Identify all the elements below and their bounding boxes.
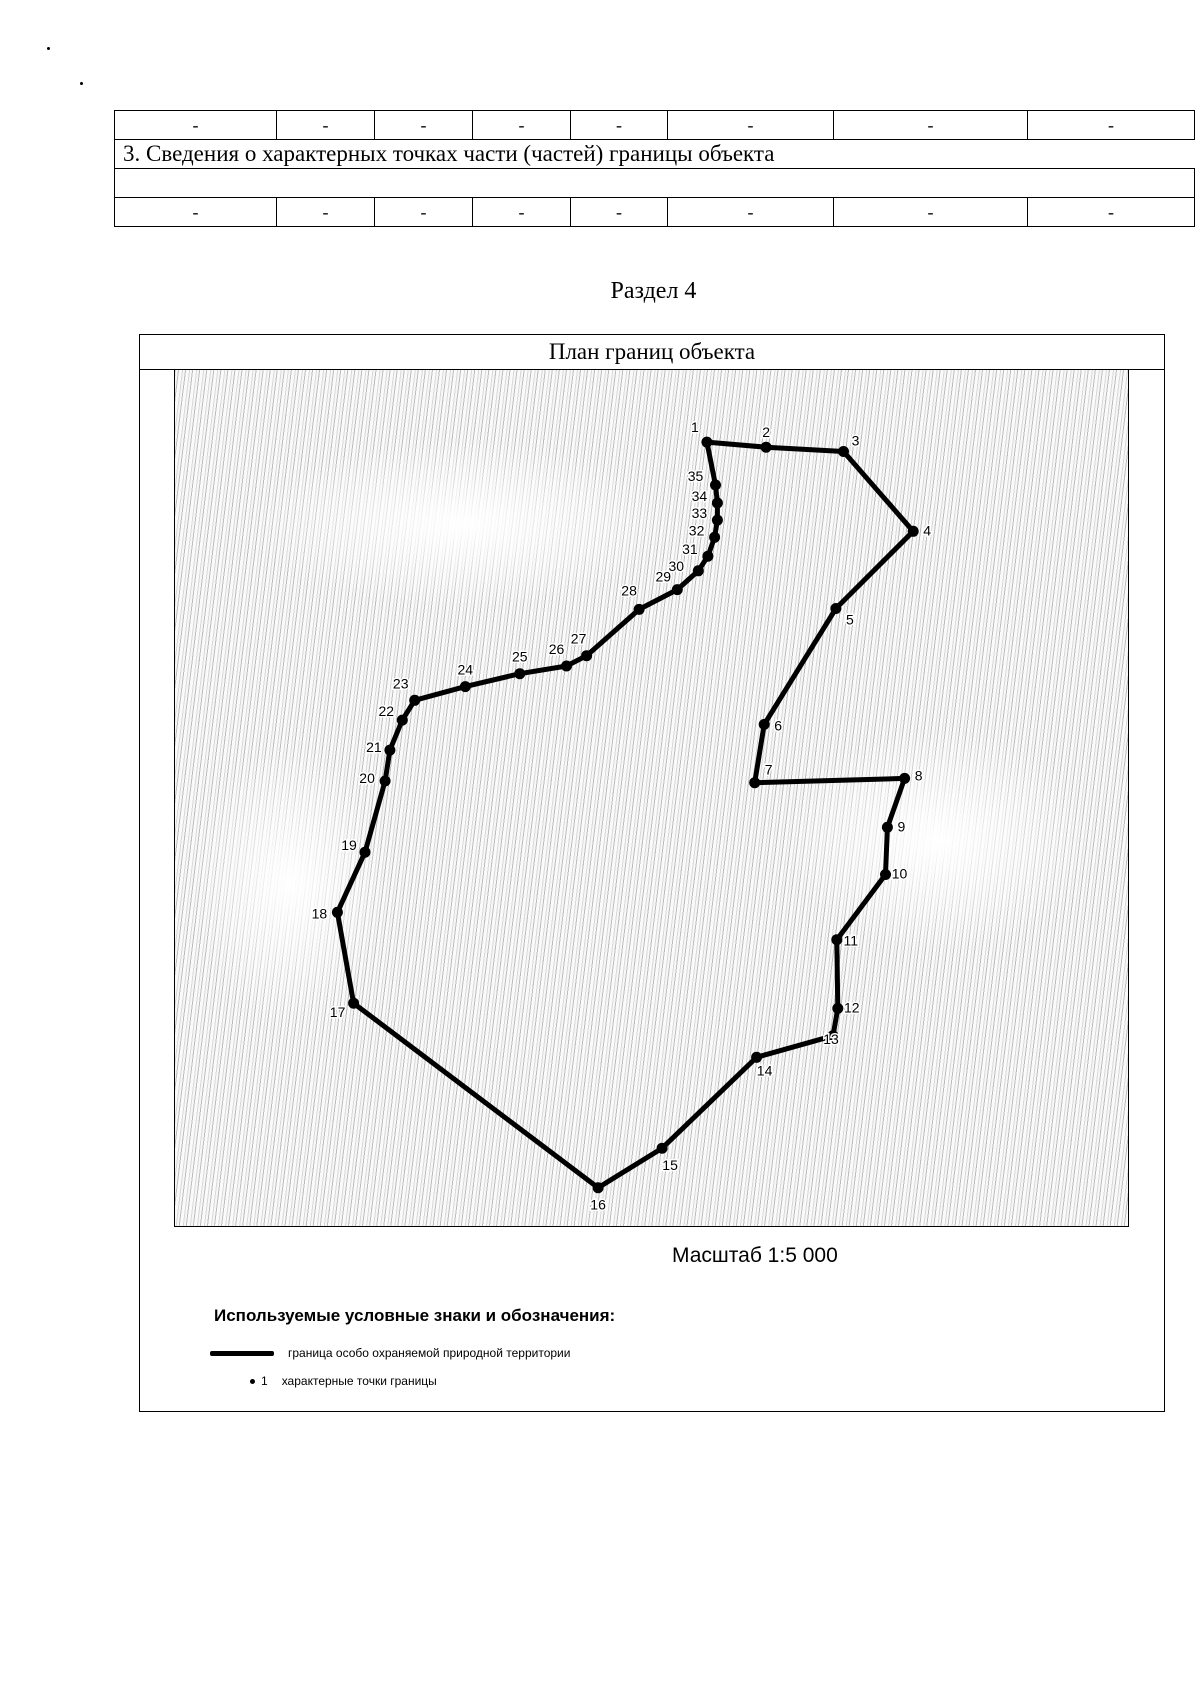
boundary-point-label-21: 21	[366, 739, 382, 756]
boundary-point-label-20: 20	[359, 770, 375, 786]
table-cell: -	[473, 198, 571, 227]
legend-boundary-row	[210, 1346, 570, 1360]
boundary-point-1	[701, 437, 712, 448]
table-cell: -	[1028, 111, 1195, 140]
coordinates-table	[114, 110, 1195, 227]
boundary-point-label-26: 26	[548, 641, 565, 657]
boundary-point-7	[749, 777, 760, 788]
table-row	[115, 198, 1195, 227]
boundary-point-label-17: 17	[329, 1004, 346, 1021]
boundary-point-label-11: 11	[843, 932, 859, 949]
boundary-point-24	[460, 681, 471, 692]
table-cell: -	[115, 111, 277, 140]
table-cell: -	[115, 198, 277, 227]
boundary-point-11	[831, 934, 842, 945]
boundary-point-label-13: 13	[823, 1030, 839, 1047]
boundary-point-21	[384, 745, 395, 756]
boundary-map-svg	[175, 370, 1129, 1227]
scan-speck	[80, 82, 83, 85]
table-cell: -	[834, 198, 1028, 227]
table-cell: -	[1028, 198, 1195, 227]
boundary-point-4	[908, 526, 919, 537]
boundary-point-label-34: 34	[691, 488, 708, 504]
boundary-point-6	[759, 719, 770, 730]
table-row	[115, 140, 1195, 169]
boundary-point-label-4: 4	[923, 522, 932, 539]
boundary-point-label-18: 18	[311, 905, 328, 922]
plan-box	[139, 334, 1165, 1412]
boundary-point-label-16: 16	[590, 1196, 606, 1213]
table-cell: -	[375, 198, 473, 227]
boundary-point-label-29: 29	[655, 568, 672, 585]
boundary-point-14	[751, 1052, 762, 1063]
boundary-point-15	[657, 1143, 668, 1154]
scan-speck	[47, 47, 50, 50]
boundary-point-label-10: 10	[891, 865, 908, 882]
boundary-point-label-28: 28	[621, 582, 637, 599]
legend-boundary-label: граница особо охраняемой природной территории	[288, 1346, 571, 1360]
boundary-point-22	[397, 715, 408, 726]
boundary-point-30	[693, 565, 704, 576]
table-cell: -	[571, 198, 668, 227]
table-row	[115, 169, 1195, 198]
table-cell: -	[277, 111, 375, 140]
boundary-point-16	[593, 1182, 604, 1193]
boundary-point-label-6: 6	[774, 717, 783, 734]
legend-title: Используемые условные знаки и обозначения:	[214, 1306, 616, 1325]
boundary-point-29	[672, 584, 683, 595]
boundary-point-label-7: 7	[764, 761, 773, 778]
boundary-point-label-19: 19	[341, 837, 357, 854]
boundary-point-label-22: 22	[378, 703, 395, 720]
boundary-point-label-14: 14	[756, 1062, 773, 1079]
boundary-point-label-27: 27	[570, 630, 587, 647]
boundary-point-20	[380, 776, 391, 787]
boundary-point-label-23: 23	[392, 675, 409, 692]
boundary-point-label-35: 35	[687, 468, 704, 484]
boundary-line-symbol	[210, 1351, 274, 1356]
boundary-point-34	[712, 498, 723, 509]
boundary-point-label-3: 3	[851, 432, 860, 449]
boundary-map	[174, 369, 1129, 1227]
boundary-point-label-12: 12	[844, 999, 860, 1016]
table-cell: -	[834, 111, 1028, 140]
boundary-point-27	[581, 650, 592, 661]
boundary-point-label-9: 9	[897, 818, 906, 835]
section-title: Раздел 4	[610, 278, 697, 304]
boundary-point-3	[838, 446, 849, 457]
table-section-title: 3. Сведения о характерных точках части (частей) границы объекта	[115, 140, 1195, 169]
boundary-point-32	[709, 532, 720, 543]
boundary-point-label-33: 33	[691, 505, 708, 522]
boundary-line	[337, 442, 913, 1188]
boundary-point-23	[409, 695, 420, 706]
table-blank-row	[115, 169, 1195, 198]
boundary-point-label-15: 15	[662, 1157, 678, 1174]
boundary-point-label-32: 32	[688, 522, 705, 539]
table-cell: -	[668, 111, 834, 140]
boundary-point-label-1: 1	[691, 419, 699, 436]
boundary-point-12	[832, 1003, 843, 1014]
table-cell: -	[473, 111, 571, 140]
boundary-point-8	[899, 773, 910, 784]
boundary-point-symbol	[250, 1379, 255, 1384]
table-cell: -	[277, 198, 375, 227]
table-cell: -	[668, 198, 834, 227]
boundary-point-33	[712, 515, 723, 526]
boundary-point-17	[348, 998, 359, 1009]
map-scale: Масштаб 1:5 000	[672, 1244, 838, 1267]
boundary-point-18	[332, 907, 343, 918]
boundary-point-2	[761, 442, 772, 453]
boundary-point-label-25: 25	[512, 648, 528, 665]
boundary-point-label-2: 2	[762, 424, 770, 441]
legend-point-number: 1	[261, 1374, 268, 1388]
boundary-point-9	[882, 822, 893, 833]
legend-point-label: характерные точки границы	[281, 1374, 437, 1388]
boundary-point-35	[710, 480, 721, 491]
boundary-point-10	[880, 869, 891, 880]
boundary-point-26	[561, 661, 572, 672]
plan-header: План границ объекта	[140, 335, 1164, 370]
table-cell: -	[571, 111, 668, 140]
table-cell: -	[375, 111, 473, 140]
boundary-point-19	[360, 847, 371, 858]
legend-point-row	[250, 1374, 437, 1388]
boundary-point-label-8: 8	[914, 767, 923, 784]
boundary-point-25	[514, 668, 525, 679]
table-row	[115, 111, 1195, 140]
boundary-point-label-30: 30	[668, 557, 685, 574]
boundary-point-label-24: 24	[457, 661, 474, 678]
boundary-point-label-5: 5	[846, 611, 854, 628]
boundary-point-31	[702, 551, 713, 562]
boundary-point-28	[634, 604, 645, 615]
boundary-point-5	[830, 603, 841, 614]
boundary-point-label-31: 31	[682, 541, 698, 558]
